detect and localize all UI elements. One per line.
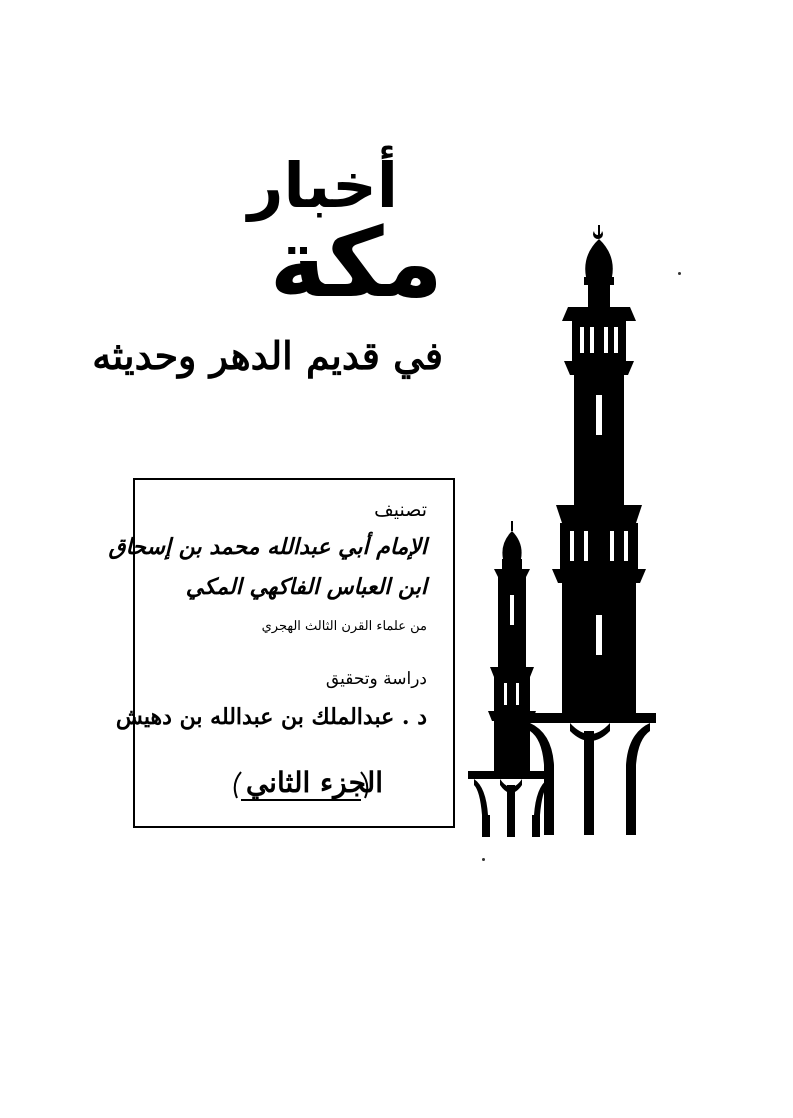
book-title-makkah: مكة	[269, 207, 443, 319]
scan-speck	[482, 858, 485, 861]
author-info-box	[108, 478, 455, 828]
editor-name: د . عبدالملك بن عبدالله بن دهيش	[115, 704, 427, 730]
study-label: دراسة وتحقيق	[325, 669, 427, 689]
compiled-by-label: تصنيف	[374, 499, 427, 521]
book-title: أخبار	[247, 149, 398, 222]
minarets-illustration	[460, 225, 700, 845]
author-name-line2: ابن العباس الفاكهي المكي	[185, 574, 427, 600]
scan-speck	[678, 272, 681, 275]
author-name-line1: الإمام أبي عبدالله محمد بن إسحاق	[108, 534, 427, 560]
volume-label: الجزء الثاني	[245, 766, 383, 799]
author-era: من علماء القرن الثالث الهجري	[261, 619, 427, 634]
book-subtitle: في قديم الدهر وحديثه	[92, 333, 443, 378]
